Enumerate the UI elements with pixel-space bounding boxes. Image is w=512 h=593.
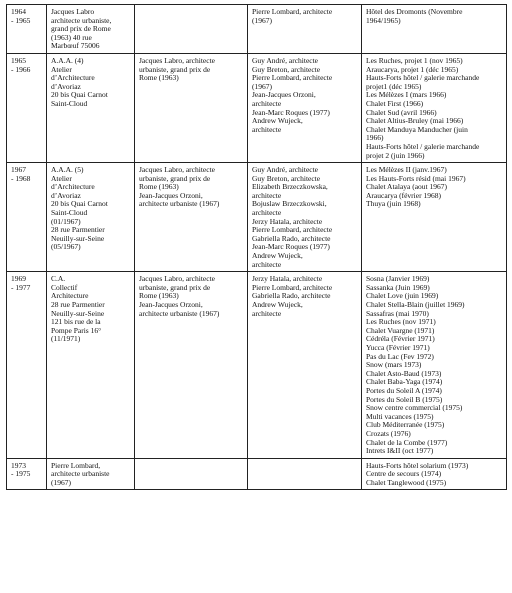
text-line: Multi vacances (1975) (366, 411, 434, 421)
text-line: Centre de secours (1974) (366, 469, 442, 479)
text-line: Sosna (Janvier 1969) (366, 274, 430, 284)
text-line: Atelier (51, 64, 72, 74)
text-line: 121 bis rue de la (51, 317, 101, 327)
text-line: architecte urbaniste (51, 469, 110, 479)
text-line: Jerzy Hatala, architecte (252, 216, 323, 226)
text-line: 1967 (11, 165, 26, 175)
text-line: - 1968 (11, 173, 31, 183)
projects-cell (362, 272, 507, 458)
text-line: (11/1971) (51, 334, 81, 344)
text-line: Pierre Lombard, architecte (252, 225, 333, 235)
text-line: Les Ruches, projet 1 (nov 1965) (366, 55, 463, 65)
text-line: projet 2 (juin 1966) (366, 150, 425, 160)
text-line: projet1 (déc 1965) (366, 81, 422, 91)
text-line: Hauts-Forts hôtel / galerie marchande (366, 73, 480, 83)
text-line: architecte (252, 308, 282, 318)
period-cell (7, 53, 47, 162)
text-line: Snow (mars 1973) (366, 360, 422, 370)
text-line: d’Avoriaz (51, 81, 81, 91)
architects-cell-a (135, 5, 248, 54)
text-line: grand prix de Rome (51, 24, 111, 34)
table-row (7, 163, 507, 272)
period-cell (7, 5, 47, 54)
office-cell (47, 53, 135, 162)
text-line: 20 bis Quai Carnot (51, 90, 108, 100)
text-line: Guy Breton, architecte (252, 64, 321, 74)
text-line: Bojuslaw Brzeczkowski, (252, 199, 327, 209)
text-line: 1969 (11, 274, 26, 284)
text-line: Les Ruches (nov 1971) (366, 317, 436, 327)
text-line: Chalet Altius-Bruley (mai 1966) (366, 116, 464, 126)
text-line: 28 rue Parmentier (51, 300, 105, 309)
text-line: C.A. (51, 274, 66, 284)
architects-cell-a (135, 272, 248, 458)
office-cell (47, 163, 135, 272)
text-line: Guy Breton, architecte (252, 173, 321, 183)
text-line: Chalet Tanglewood (1975) (366, 477, 447, 487)
text-line: Guy André, architecte (252, 55, 319, 65)
text-line: Hauts-Forts hôtel / galerie marchande (366, 141, 480, 151)
table-row (7, 458, 507, 490)
text-line: Chalet Sud (avril 1966) (366, 107, 437, 117)
text-line: Saint-Cloud (51, 98, 88, 108)
text-line: Saint-Cloud (51, 208, 88, 218)
text-line: Intrets I&II (oct 1977) (366, 446, 434, 456)
text-line: Pas du Lac (Fev 1972) (366, 351, 434, 361)
text-line: Gabriella Rado, architecte (252, 291, 331, 301)
text-line: Les Mélèzes II (janv.1967) (366, 165, 447, 175)
text-line: Guy André, architecte (252, 165, 319, 175)
text-line: A.A.A. (4) (51, 55, 84, 65)
text-line: Jacques Labro, architecte (139, 274, 215, 284)
text-line: d’Architecture (51, 182, 95, 192)
text-line: Portes du Soleil B (1975) (366, 394, 443, 404)
text-line: Atelier (51, 173, 72, 183)
text-line: d’Avoriaz (51, 190, 81, 200)
architects-cell-b (248, 272, 362, 458)
text-line: Rome (1963) (139, 291, 179, 301)
text-line: 20 bis Quai Carnot (51, 199, 108, 209)
architects-cell-a (135, 163, 248, 272)
text-line: urbaniste, grand prix de (139, 173, 211, 183)
text-line: Jean-Jacques Orzoni, (252, 90, 316, 100)
text-line: Chalet de la Combe (1977) (366, 437, 448, 447)
architects-cell-a (135, 53, 248, 162)
text-line: Les Hauts-Forts résid (mai 1967) (366, 173, 466, 183)
text-line: architecte urbaniste (1967) (139, 199, 220, 209)
text-line: 1964 (11, 7, 26, 16)
text-line: architecte urbaniste, (51, 15, 112, 25)
text-line: Thuya (juin 1968) (366, 199, 421, 209)
text-line: Chalet First (1966) (366, 98, 424, 108)
text-line: (1967) (51, 477, 71, 487)
architects-cell-b (248, 163, 362, 272)
text-line: Jean-Jacques Orzoni, (139, 300, 203, 309)
office-cell (47, 272, 135, 458)
text-line: Portes du Soleil A (1974) (366, 385, 442, 395)
text-line: Chalet Stella-Blain (juillet 1969) (366, 300, 465, 309)
text-line: Club Méditerranée (1975) (366, 420, 445, 430)
text-line: Hauts-Forts hôtel solarium (1973) (366, 460, 469, 470)
architects-cell-b (248, 458, 362, 490)
text-line: Yucca (Février 1971) (366, 342, 430, 352)
text-line: architecte urbaniste (1967) (139, 308, 220, 318)
period-cell (7, 458, 47, 490)
text-line: Andrew Wujeck, (252, 116, 303, 126)
text-line: Les Mélèzes I (mars 1966) (366, 90, 447, 100)
text-line: architecte (252, 124, 282, 134)
text-line: 1973 (11, 460, 26, 470)
architects-cell-a (135, 458, 248, 490)
text-line: Jean-Jacques Orzoni, (139, 190, 203, 200)
text-line: Andrew Wujeck, (252, 300, 303, 309)
architects-cell-b (248, 53, 362, 162)
table-row (7, 272, 507, 458)
text-line: Neuilly-sur-Seine (51, 233, 105, 243)
projects-cell (362, 53, 507, 162)
text-line: (1967) (252, 15, 272, 25)
text-line: (1967) (252, 81, 272, 91)
text-line: 1964/1965) (366, 15, 401, 25)
text-line: 1966) (366, 133, 384, 143)
table-row (7, 5, 507, 54)
text-line: - 1977 (11, 282, 31, 292)
text-line: Hôtel des Dromonts (Novembre (366, 7, 463, 16)
text-line: Jacques Labro, architecte (139, 55, 215, 65)
text-line: d’Architecture (51, 73, 95, 83)
text-line: Neuilly-sur-Seine (51, 308, 105, 318)
text-line: 1965 (11, 55, 26, 65)
text-line: (05/1967) (51, 242, 81, 252)
text-line: Pompe Paris 16° (51, 325, 102, 335)
text-line: Rome (1963) (139, 182, 179, 192)
text-line: Rome (1963) (139, 73, 179, 83)
text-line: Chalet Love (juin 1969) (366, 291, 439, 301)
text-line: Pierre Lombard, (51, 460, 101, 470)
text-line: - 1966 (11, 64, 31, 74)
text-line: Jerzy Hatala, architecte (252, 274, 323, 284)
text-line: A.A.A. (5) (51, 165, 84, 175)
projects-cell (362, 458, 507, 490)
office-cell (47, 458, 135, 490)
text-line: Andrew Wujeck, (252, 251, 303, 261)
text-line: 28 rue Parmentier (51, 225, 105, 235)
text-line: Sassanka (Juin 1969) (366, 282, 430, 292)
text-line: Gabriella Rado, architecte (252, 233, 331, 243)
text-line: Snow centre commercial (1975) (366, 403, 463, 413)
text-line: Architecture (51, 291, 89, 301)
text-line: Chalet Baba-Yaga (1974) (366, 377, 443, 387)
text-line: Chalet Vuargne (1971) (366, 325, 435, 335)
text-line: Chalet Atalaya (aout 1967) (366, 182, 448, 192)
period-cell (7, 272, 47, 458)
text-line: - 1975 (11, 469, 31, 479)
text-line: Pierre Lombard, architecte (252, 73, 333, 83)
text-line: Elizabeth Brzeczkowska, (252, 182, 328, 192)
text-line: (01/1967) (51, 216, 81, 226)
text-line: architecte (252, 98, 282, 108)
text-line: architecte (252, 190, 282, 200)
table-row (7, 53, 507, 162)
text-line: Chalet Manduya Manducher (juin (366, 124, 468, 134)
text-line: Jean-Marc Roques (1977) (252, 242, 330, 252)
text-line: architecte (252, 259, 282, 269)
text-line: Jacques Labro (51, 7, 95, 16)
text-line: urbaniste, grand prix de (139, 282, 211, 292)
text-line: Chalet Asto-Baud (1973) (366, 368, 442, 378)
text-line: Pierre Lombard, architecte (252, 282, 333, 292)
period-cell (7, 163, 47, 272)
text-line: Araucarya, projet 1 (déc 1965) (366, 64, 459, 74)
text-line: Jean-Marc Roques (1977) (252, 107, 330, 117)
text-line: Marbœuf 75006 (51, 41, 100, 51)
architects-cell-b (248, 5, 362, 54)
projects-cell (362, 163, 507, 272)
text-line: Cédréla (Février 1971) (366, 334, 435, 344)
text-line: urbaniste, grand prix de (139, 64, 211, 74)
text-line: Pierre Lombard, architecte (252, 7, 333, 16)
text-line: architecte (252, 208, 282, 218)
projects-cell (362, 5, 507, 54)
text-line: Crozats (1976) (366, 428, 411, 438)
table-body (7, 5, 507, 490)
text-line: - 1965 (11, 15, 31, 25)
text-line: (1963) 40 rue (51, 32, 92, 42)
text-line: Araucarya (février 1968) (366, 190, 441, 200)
text-line: Jacques Labro, architecte (139, 165, 215, 175)
office-cell (47, 5, 135, 54)
chronology-table (6, 4, 507, 490)
text-line: Sassafras (mai 1970) (366, 308, 429, 318)
text-line: Collectif (51, 282, 78, 292)
